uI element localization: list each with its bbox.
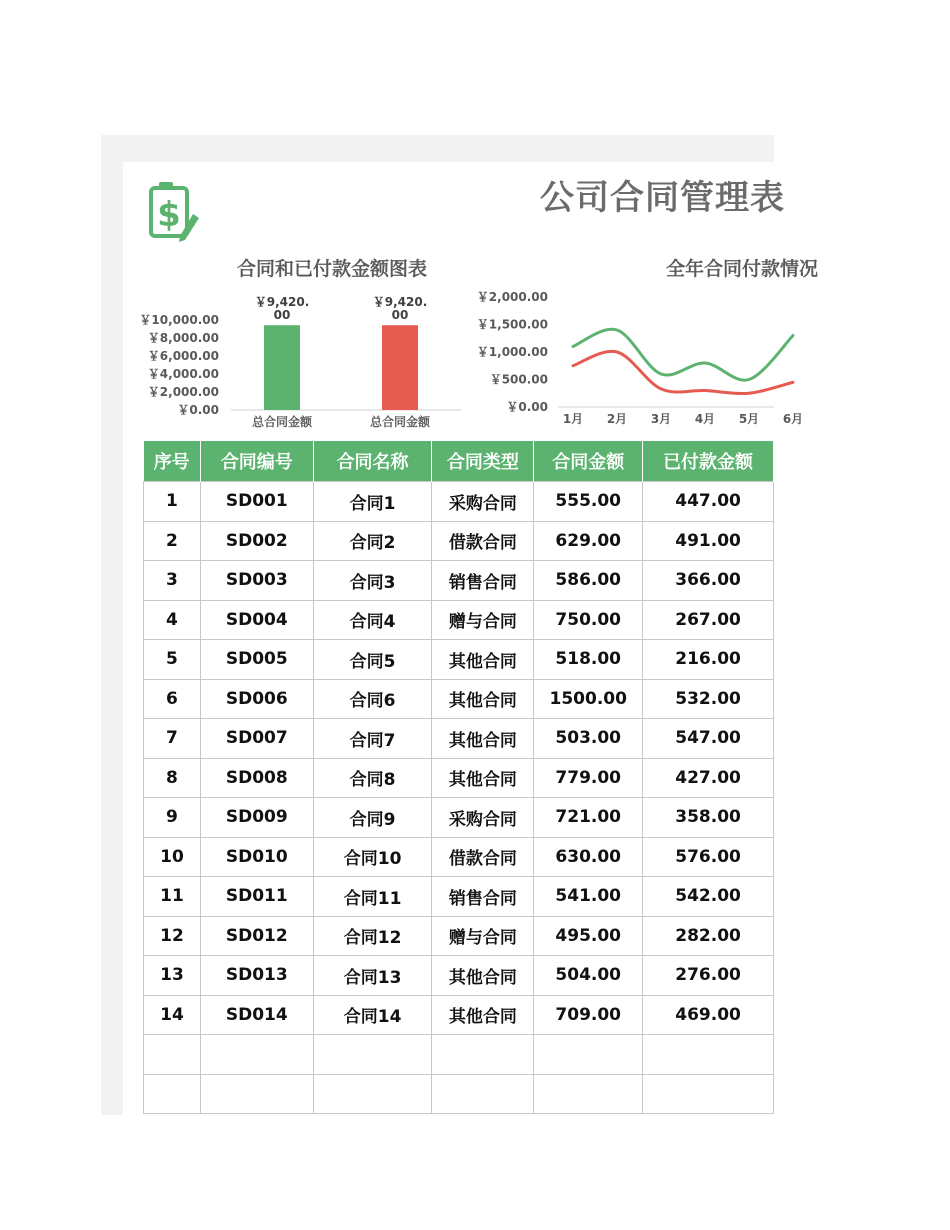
table-row [144, 798, 774, 838]
y-tick-label: ￥1,500.00 [476, 317, 548, 332]
table-cell[interactable]: 合同12 [313, 916, 432, 956]
table-row [144, 995, 774, 1035]
y-tick-label: ￥4,000.00 [147, 367, 219, 381]
table-cell[interactable]: 547.00 [643, 719, 774, 759]
table-cell[interactable]: 750.00 [534, 600, 643, 640]
table-cell[interactable]: 销售合同 [432, 561, 534, 601]
table-row [144, 600, 774, 640]
table-cell[interactable]: SD001 [200, 482, 313, 522]
table-cell[interactable]: SD012 [200, 916, 313, 956]
table-cell[interactable]: 5 [144, 640, 201, 680]
table-cell[interactable] [643, 1074, 774, 1114]
table-row [144, 877, 774, 917]
table-cell[interactable]: 532.00 [643, 679, 774, 719]
bar [382, 325, 418, 410]
x-category-label: 4月 [694, 412, 716, 426]
x-category-label: 5月 [738, 412, 760, 426]
column-header: 序号 [144, 441, 201, 482]
y-tick-label: ￥1,000.00 [476, 345, 548, 359]
table-cell[interactable]: 合同6 [313, 679, 432, 719]
table-cell[interactable]: 销售合同 [432, 877, 534, 917]
table-cell[interactable]: 其他合同 [432, 719, 534, 759]
table-cell[interactable]: SD011 [200, 877, 313, 917]
bar-value-label: 00 [273, 308, 291, 323]
table-cell[interactable]: 借款合同 [432, 837, 534, 877]
table-cell[interactable]: SD004 [200, 600, 313, 640]
table-cell[interactable]: 541.00 [534, 877, 643, 917]
table-cell[interactable]: 合同11 [313, 877, 432, 917]
table-cell[interactable]: 503.00 [534, 719, 643, 759]
table-cell[interactable]: SD013 [200, 956, 313, 996]
table-cell[interactable] [432, 1074, 534, 1114]
table-cell[interactable]: SD008 [200, 758, 313, 798]
table-cell[interactable]: 合同13 [313, 956, 432, 996]
table-cell[interactable]: 6 [144, 679, 201, 719]
table-cell[interactable]: 629.00 [534, 521, 643, 561]
table-cell[interactable]: 555.00 [534, 482, 643, 522]
table-cell[interactable]: 13 [144, 956, 201, 996]
table-cell[interactable]: 1500.00 [534, 679, 643, 719]
sheet-page [123, 162, 819, 1115]
table-cell[interactable]: 采购合同 [432, 482, 534, 522]
table-cell[interactable]: 其他合同 [432, 679, 534, 719]
table-cell[interactable]: 469.00 [643, 995, 774, 1035]
table-cell[interactable]: SD007 [200, 719, 313, 759]
table-cell[interactable]: 合同3 [313, 561, 432, 601]
table-cell[interactable]: 其他合同 [432, 995, 534, 1035]
table-body [144, 482, 774, 1114]
table-cell[interactable]: 合同9 [313, 798, 432, 838]
y-tick-label: ￥6,000.00 [147, 349, 219, 363]
table-cell[interactable]: 267.00 [643, 600, 774, 640]
table-cell[interactable]: 2 [144, 521, 201, 561]
table-cell[interactable]: 10 [144, 837, 201, 877]
table-cell[interactable]: 491.00 [643, 521, 774, 561]
table-cell[interactable]: 合同7 [313, 719, 432, 759]
table-row [144, 758, 774, 798]
table-row [144, 719, 774, 759]
table-cell[interactable] [144, 1074, 201, 1114]
table-cell[interactable]: SD010 [200, 837, 313, 877]
table-cell[interactable]: 518.00 [534, 640, 643, 680]
table-cell[interactable]: 借款合同 [432, 521, 534, 561]
column-header: 合同编号 [200, 441, 313, 482]
table-cell[interactable]: 14 [144, 995, 201, 1035]
table-cell[interactable]: 合同8 [313, 758, 432, 798]
table-cell[interactable]: 合同4 [313, 600, 432, 640]
table-row [144, 1035, 774, 1075]
table-cell[interactable]: 合同10 [313, 837, 432, 877]
table-row [144, 956, 774, 996]
y-tick-label: ￥2,000.00 [147, 385, 219, 399]
x-category-label: 2月 [606, 412, 628, 426]
table-cell[interactable] [432, 1035, 534, 1075]
table-cell[interactable]: 11 [144, 877, 201, 917]
page-title: 公司合同管理表 [540, 178, 785, 218]
column-header: 合同名称 [313, 441, 432, 482]
table-cell[interactable]: 4 [144, 600, 201, 640]
x-category-label: 3月 [650, 412, 672, 426]
table-cell[interactable]: 其他合同 [432, 956, 534, 996]
table-cell[interactable]: 9 [144, 798, 201, 838]
bar-value-label: ￥9,420. [254, 295, 310, 310]
contract-table [143, 441, 774, 1114]
table-cell[interactable] [534, 1074, 643, 1114]
x-category-label: 总合同金额 [251, 415, 313, 429]
table-cell[interactable]: 586.00 [534, 561, 643, 601]
table-cell[interactable]: 276.00 [643, 956, 774, 996]
table-cell[interactable]: 合同1 [313, 482, 432, 522]
x-category-label: 总合同金额 [369, 415, 431, 429]
table-row [144, 1074, 774, 1114]
table-cell[interactable] [313, 1074, 432, 1114]
bar-value-label: 00 [391, 308, 409, 323]
table-header-row [144, 441, 774, 482]
bar-chart-title: 合同和已付款金额图表 [237, 258, 428, 280]
table-cell[interactable]: 495.00 [534, 916, 643, 956]
column-header: 已付款金额 [643, 441, 774, 482]
table-cell[interactable]: 1 [144, 482, 201, 522]
table-cell[interactable]: 542.00 [643, 877, 774, 917]
table-cell[interactable]: SD002 [200, 521, 313, 561]
bar-value-label: ￥9,420. [372, 295, 428, 310]
svg-text:$: $ [157, 195, 181, 235]
table-cell[interactable]: 779.00 [534, 758, 643, 798]
y-tick-label: ￥500.00 [489, 372, 548, 387]
table-cell[interactable]: SD006 [200, 679, 313, 719]
table-cell[interactable]: 427.00 [643, 758, 774, 798]
table-cell[interactable]: 447.00 [643, 482, 774, 522]
table-cell[interactable]: 576.00 [643, 837, 774, 877]
table-cell[interactable]: SD014 [200, 995, 313, 1035]
series-line [573, 329, 793, 380]
table-cell[interactable]: 709.00 [534, 995, 643, 1035]
table-cell[interactable]: 3 [144, 561, 201, 601]
line-chart [473, 280, 804, 426]
table-cell[interactable] [643, 1035, 774, 1075]
table-cell[interactable] [200, 1074, 313, 1114]
y-tick-label: ￥0.00 [506, 400, 548, 414]
table-cell[interactable]: SD009 [200, 798, 313, 838]
table-cell[interactable] [313, 1035, 432, 1075]
table-cell[interactable] [534, 1035, 643, 1075]
table-row [144, 561, 774, 601]
table-cell[interactable]: 合同2 [313, 521, 432, 561]
column-header: 合同类型 [432, 441, 534, 482]
table-row [144, 679, 774, 719]
table-cell[interactable]: 282.00 [643, 916, 774, 956]
table-cell[interactable]: 8 [144, 758, 201, 798]
y-tick-label: ￥0.00 [177, 403, 219, 417]
table-cell[interactable]: 采购合同 [432, 798, 534, 838]
table-cell[interactable]: 216.00 [643, 640, 774, 680]
line-chart-title: 全年合同付款情况 [666, 258, 819, 280]
table-row [144, 640, 774, 680]
sheet-background [101, 135, 819, 1115]
y-tick-label: ￥8,000.00 [147, 331, 219, 345]
table-cell[interactable]: 721.00 [534, 798, 643, 838]
table-cell[interactable]: 其他合同 [432, 640, 534, 680]
table-cell[interactable]: 合同14 [313, 995, 432, 1035]
table-cell[interactable]: 12 [144, 916, 201, 956]
table-row [144, 521, 774, 561]
bar [264, 325, 300, 410]
clipboard-dollar-pen-icon [149, 180, 201, 250]
x-category-label: 1月 [562, 412, 584, 426]
table-cell[interactable]: 630.00 [534, 837, 643, 877]
y-tick-label: ￥10,000.00 [139, 313, 219, 327]
table-cell[interactable]: SD003 [200, 561, 313, 601]
bar-chart [131, 280, 461, 430]
table-cell[interactable]: 358.00 [643, 798, 774, 838]
table-cell[interactable]: 赠与合同 [432, 600, 534, 640]
table-cell[interactable]: 7 [144, 719, 201, 759]
y-tick-label: ￥2,000.00 [476, 290, 548, 304]
table-row [144, 482, 774, 522]
table-cell[interactable]: SD005 [200, 640, 313, 680]
table-cell[interactable] [144, 1035, 201, 1075]
table-cell[interactable] [200, 1035, 313, 1075]
table-cell[interactable]: 其他合同 [432, 758, 534, 798]
table-cell[interactable]: 合同5 [313, 640, 432, 680]
table-row [144, 916, 774, 956]
table-cell[interactable]: 366.00 [643, 561, 774, 601]
table-cell[interactable]: 504.00 [534, 956, 643, 996]
column-header: 合同金额 [534, 441, 643, 482]
table-cell[interactable]: 赠与合同 [432, 916, 534, 956]
table-row [144, 837, 774, 877]
x-category-label: 6月 [782, 412, 804, 426]
